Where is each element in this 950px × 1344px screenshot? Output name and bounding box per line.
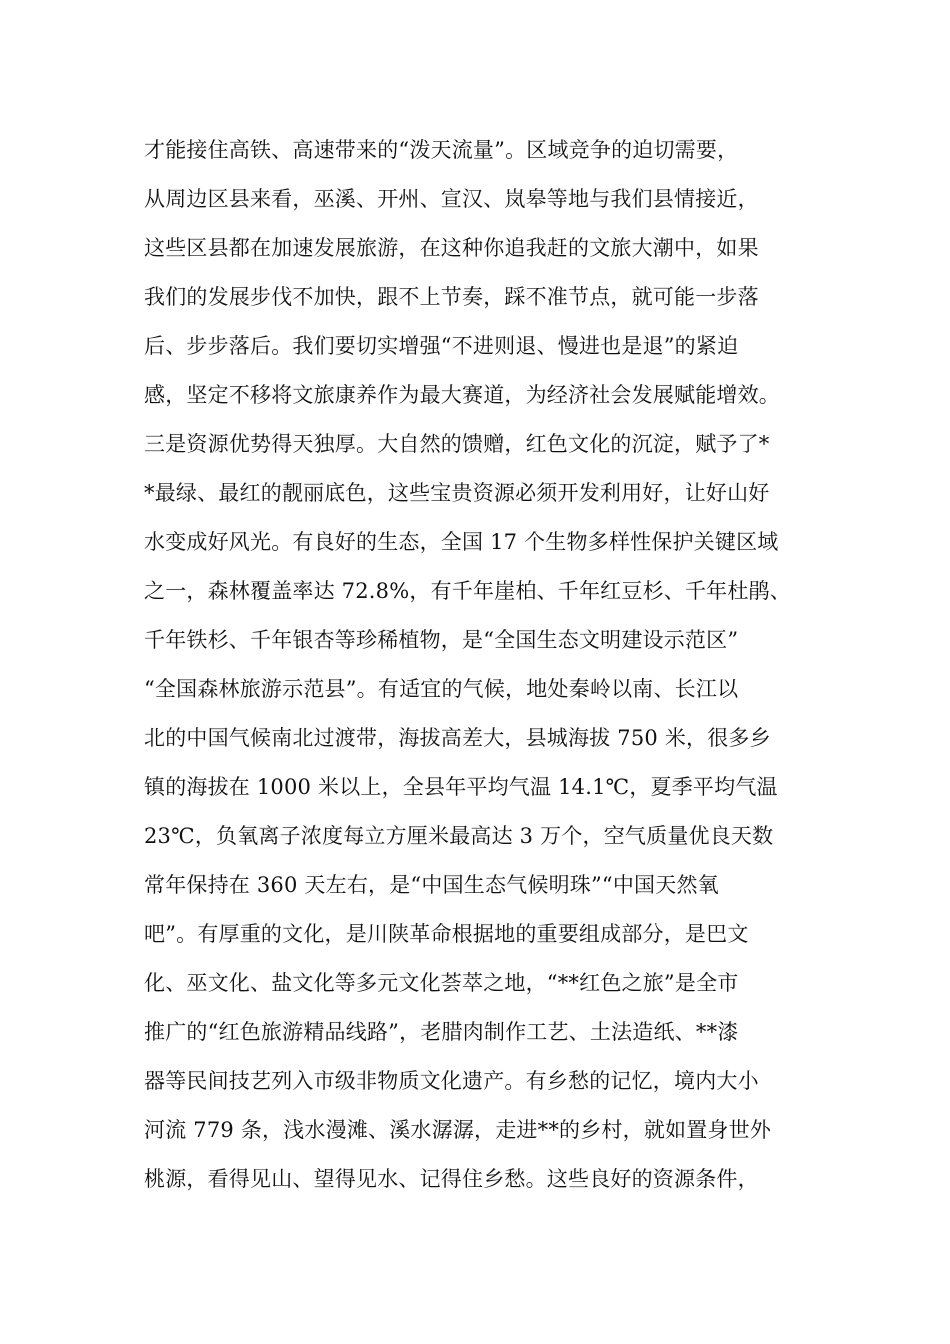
text-line: 河流 779 条，浅水漫滩、溪水潺潺，走进**的乡村，就如置身世外 <box>144 1118 772 1142</box>
text-line: 感，坚定不移将文旅康养作为最大赛道，为经济社会发展赋能增效。 <box>144 383 780 407</box>
text-line: 镇的海拔在 1000 米以上，全县年平均气温 14.1℃，夏季平均气温 <box>144 775 778 799</box>
text-line: 水变成好风光。有良好的生态，全国 17 个生物多样性保护关键区域 <box>144 530 779 554</box>
body-text <box>144 126 834 1204</box>
text-line: 千年铁杉、千年银杏等珍稀植物，是“全国生态文明建设示范区” <box>144 628 739 652</box>
text-line: 之一，森林覆盖率达 72.8%，有千年崖柏、千年红豆杉、千年杜鹃、 <box>144 579 791 603</box>
text-line: 23℃，负氧离子浓度每立方厘米最高达 3 万个，空气质量优良天数 <box>144 824 774 848</box>
text-line: 化、巫文化、盐文化等多元文化荟萃之地，“**红色之旅”是全市 <box>144 971 739 995</box>
text-line: 推广的“红色旅游精品线路”，老腊肉制作工艺、土法造纸、**漆 <box>144 1020 739 1044</box>
text-line: 后、步步落后。我们要切实增强“不进则退、慢进也是退”的紧迫 <box>144 334 739 358</box>
text-line: 我们的发展步伐不加快，跟不上节奏，踩不准节点，就可能一步落 <box>144 285 759 309</box>
text-line: *最绿、最红的靓丽底色，这些宝贵资源必须开发利用好，让好山好 <box>144 481 770 505</box>
text-line: 才能接住高铁、高速带来的“泼天流量”。区域竞争的迫切需要， <box>144 138 739 162</box>
text-line: 三是资源优势得天独厚。大自然的馈赠，红色文化的沉淀，赋予了* <box>144 432 770 456</box>
text-line: 桃源，看得见山、望得见水、记得住乡愁。这些良好的资源条件， <box>144 1167 759 1191</box>
text-line: 北的中国气候南北过渡带，海拔高差大，县城海拔 750 米，很多乡 <box>144 726 771 750</box>
text-line: 常年保持在 360 天左右，是“中国生态气候明珠”“中国天然氧 <box>144 873 719 897</box>
text-line: 这些区县都在加速发展旅游，在这种你追我赶的文旅大潮中，如果 <box>144 236 759 260</box>
text-line: 器等民间技艺列入市级非物质文化遗产。有乡愁的记忆，境内大小 <box>144 1069 759 1093</box>
text-line: “全国森林旅游示范县”。有适宜的气候，地处秦岭以南、长江以 <box>144 677 739 701</box>
text-line: 吧”。有厚重的文化，是川陕革命根据地的重要组成部分，是巴文 <box>144 922 749 946</box>
text-line: 从周边区县来看，巫溪、开州、宣汉、岚皋等地与我们县情接近， <box>144 187 759 211</box>
